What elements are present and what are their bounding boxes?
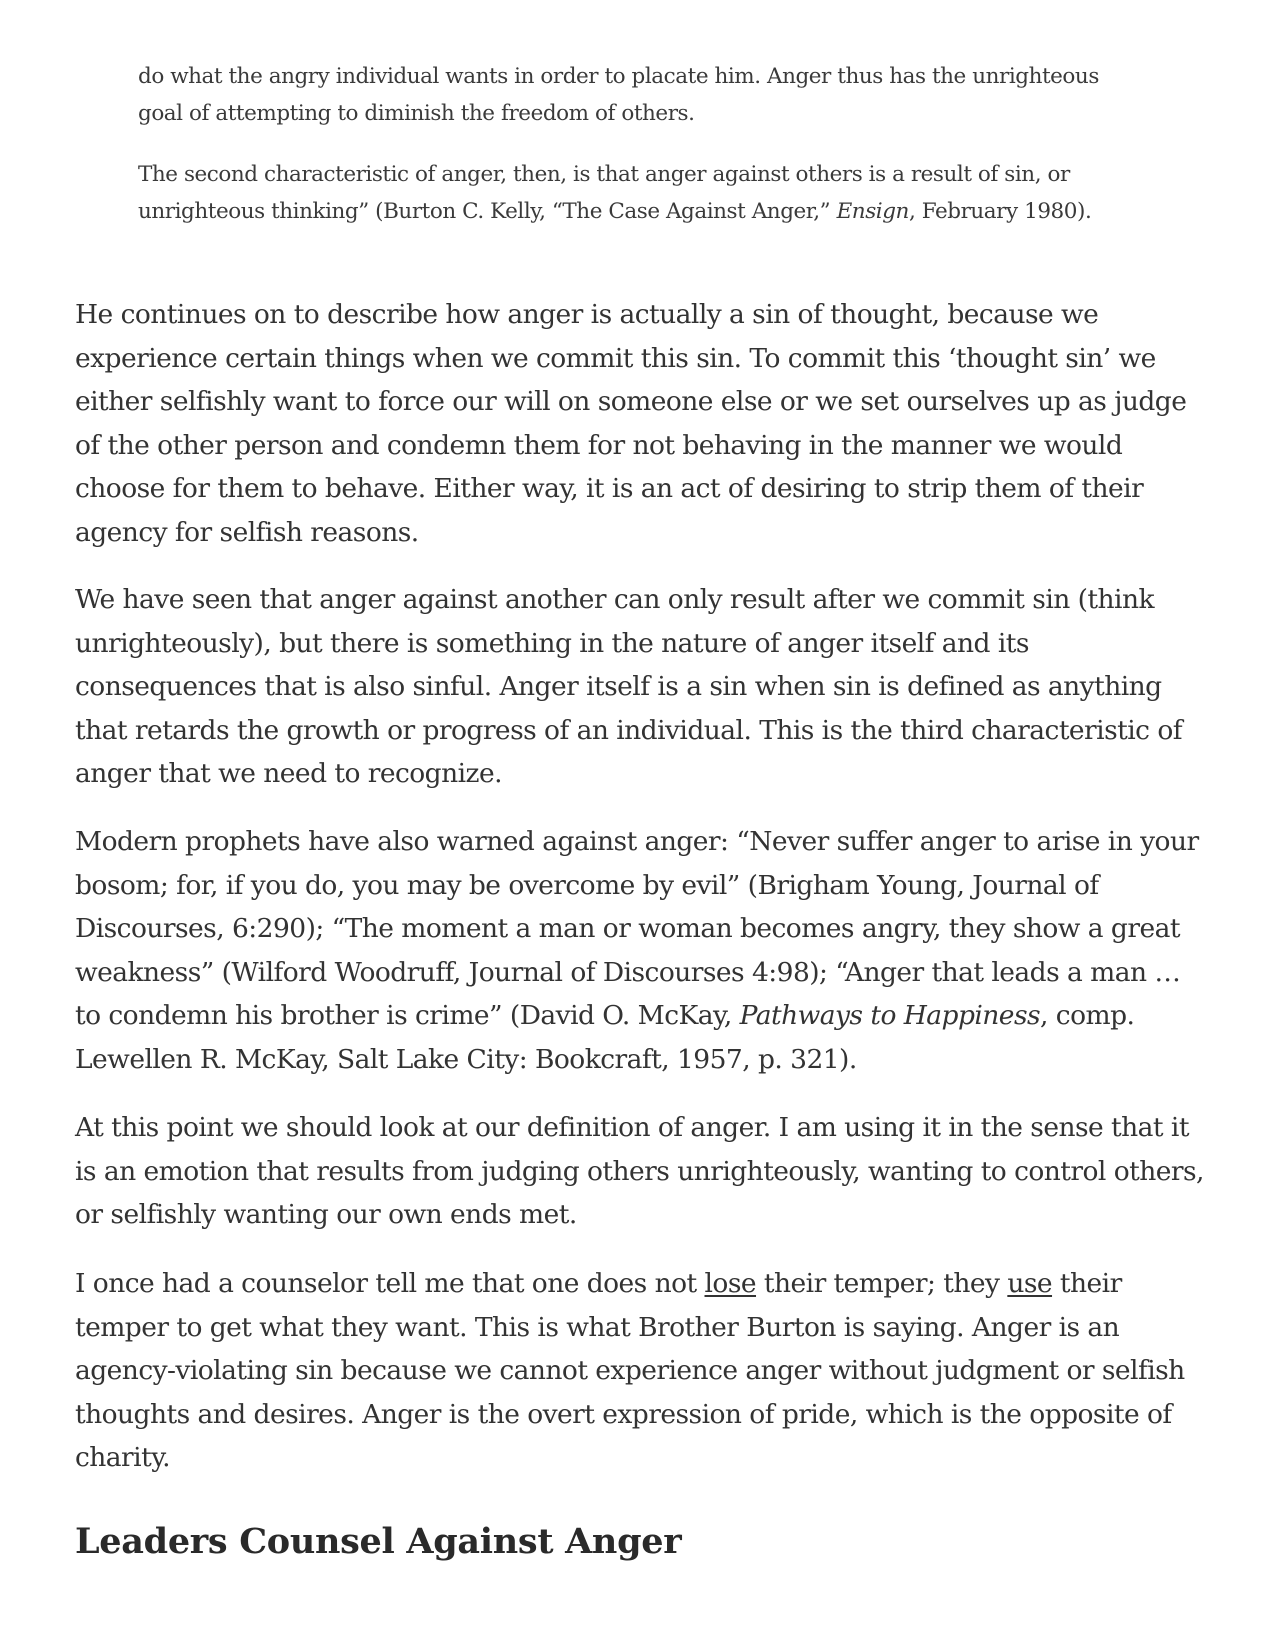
paragraph-text: We have seen that anger against another can only result after we commit sin (think unrighteously), but there is something in the nature of anger itself and its consequences that is also sinful. Anger itself is a sin when sin is defined as anything that retards the growth or progress of an individual. This is the third characteristic of anger that we need to recognize.	[75, 584, 1182, 789]
paragraph-text: their temper; they	[756, 1268, 1008, 1299]
blockquote-text-1: do what the angry individual wants in order to placate him. Anger thus has the unrighteous goal of attempting to diminish the freedom of others.	[138, 64, 1099, 126]
book-title: Pathways to Happiness	[739, 1000, 1041, 1031]
publication-title: Ensign	[836, 199, 909, 224]
blockquote-text-2b: , February 1980).	[908, 199, 1092, 224]
body-paragraph-5	[75, 1262, 1210, 1480]
paragraph-text: He continues on to describe how anger is actually a sin of thought, because we experience certain things when we commit this sin. To commit this ‘thought sin’ we either selfishly want to force our will on someone else or we set ourselves up as judge of the other person and condemn them for not behaving in the manner we would choose for them to behave. Either way, it is an act of desiring to strip them of their agency for selfish reasons.	[75, 299, 1187, 548]
paragraph-text: At this point we should look at our definition of anger. I am using it in the sense that it is an emotion that results from judging others unrighteously, wanting to control others, or selfishly wanting our own ends met.	[75, 1112, 1204, 1230]
paragraph-text: I once had a counselor tell me that one does not	[75, 1268, 705, 1299]
body-paragraph-4	[75, 1106, 1210, 1237]
underlined-word-use: use	[1007, 1268, 1053, 1299]
paragraph-text: , comp. Lewellen R. McKay, Salt Lake City: Bookcraft, 1957, p. 321).	[75, 1000, 1135, 1075]
body-paragraph-3	[75, 820, 1210, 1081]
blockquote-paragraph-2	[138, 156, 1128, 230]
paragraph-text: Modern prophets have also warned against anger: “Never suffer anger to arise in your bosom; for, if you do, you may be overcome by evil” (Brigham Young, Journal of Discourses, 6:290); “The moment a man or woman becomes angry, they show a great weakness” (Wilford Woodruff, Journal of Discourses 4:98); “Anger that leads a man … to condemn his brother is crime” (David O. McKay,	[75, 826, 1199, 1031]
underlined-word-lose: lose	[704, 1268, 757, 1299]
body-paragraph-2	[75, 578, 1210, 796]
blockquote-text-2a: The second characteristic of anger, then, is that anger against others is a result of sin, or unrighteous thinking” (Burton C. Kelly, “The Case Against Anger,”	[138, 162, 1070, 224]
body-paragraph-1	[75, 293, 1210, 554]
blockquote-paragraph-1	[138, 58, 1128, 132]
paragraph-text: their temper to get what they want. This is what Brother Burton is saying. Anger is an agency-violating sin because we cannot experience anger without judgment or selfish thoughts and desires. Anger is the overt expression of pride, which is the opposite of charity.	[75, 1268, 1185, 1473]
section-heading: Leaders Counsel Against Anger	[75, 1521, 682, 1562]
